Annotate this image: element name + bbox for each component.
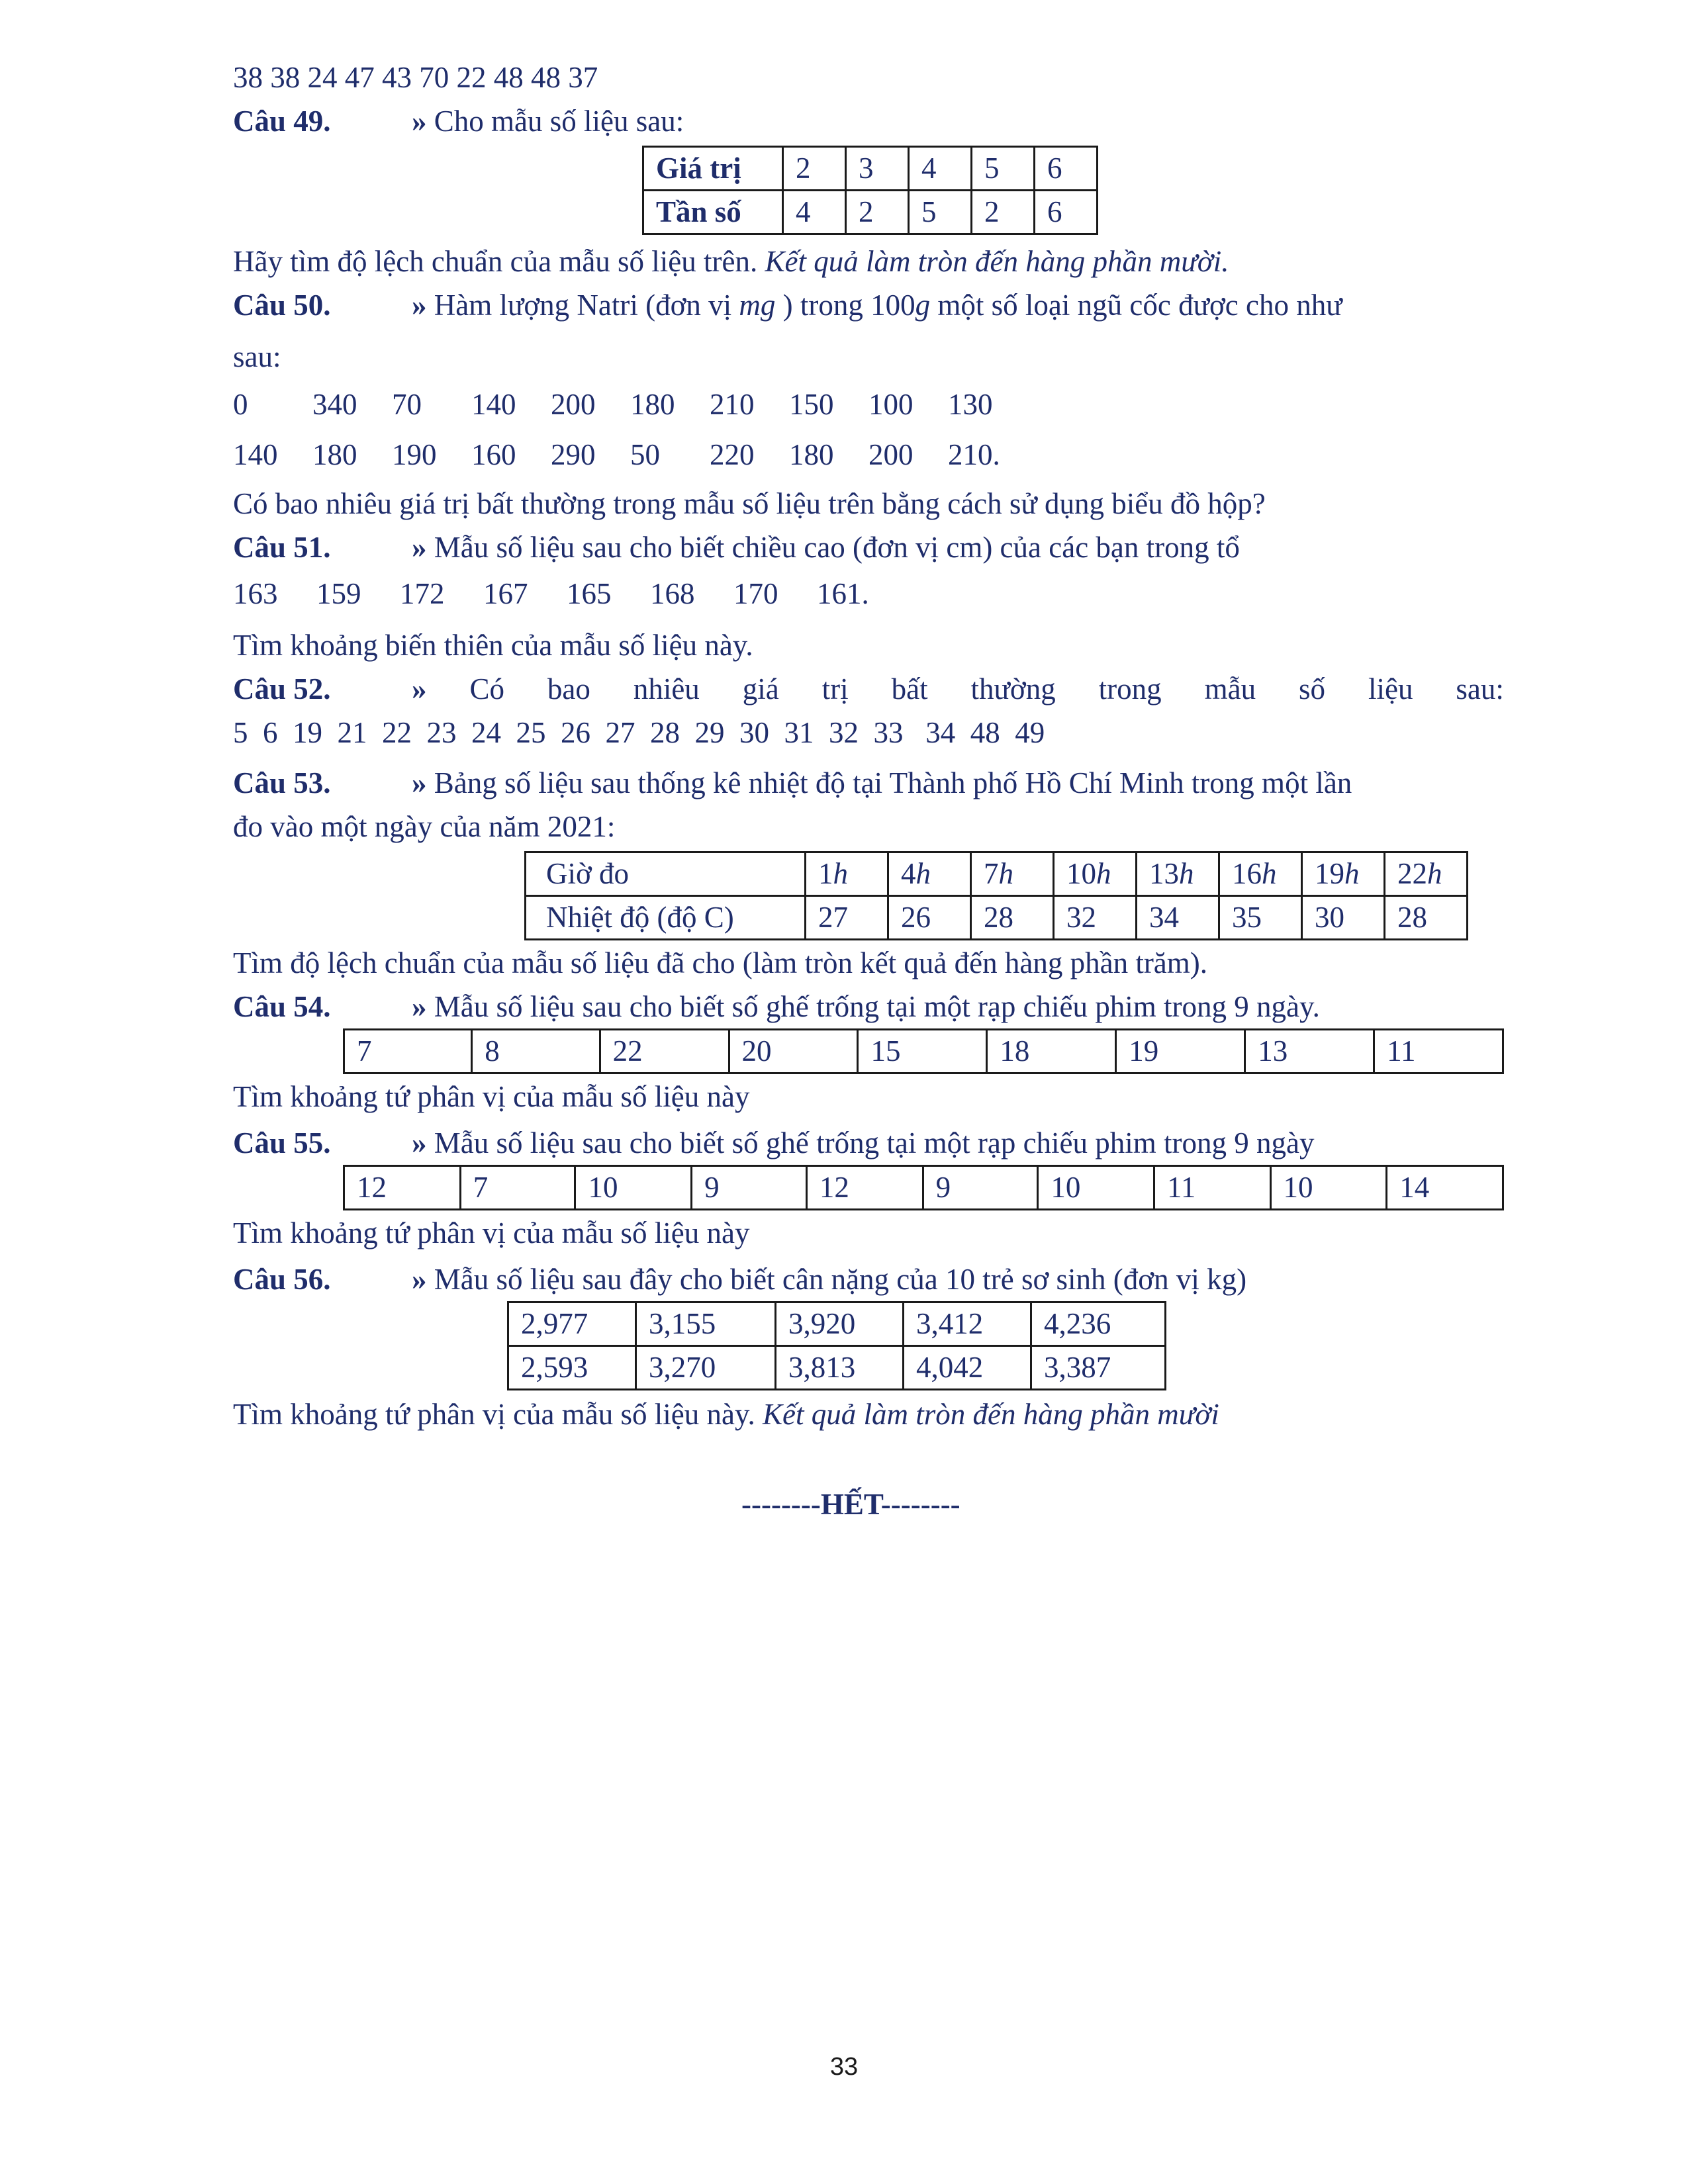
q49-table: Giá trị 2 3 4 5 6 Tần số 4 2 5 2 6 [642,146,1098,235]
question-53: Câu 53. » Bảng số liệu sau thống kê nhiệt độ tại Thành phố Hồ Chí Minh trong một lần [233,766,1352,799]
q50-row1: 0 340 70 140 200 180 210 150 100 130 [233,388,993,421]
q53-table: Giờ đo 1h 4h 7h 10h 13h 16h 19h 22h Nhiệt độ (độ C) 27 26 28 32 34 35 30 28 [524,851,1468,940]
q55-table: 12 7 10 9 12 9 10 11 10 14 [343,1165,1504,1210]
question-49: Câu 49. » Cho mẫu số liệu sau: [233,99,684,143]
question-54: Câu 54. » Mẫu số liệu sau cho biết số ghế trống tại một rạp chiếu phim trong 9 ngày. [233,990,1320,1023]
q54-table: 7 8 22 20 15 18 19 13 11 [343,1028,1504,1074]
q56-question: Tìm khoảng tứ phân vị của mẫu số liệu này. Kết quả làm tròn đến hàng phần mười [233,1398,1219,1431]
question-label: Câu 49. [233,105,331,138]
q52-nums: 5 6 19 21 22 23 24 25 26 27 28 29 30 31 32 33 34 48 49 [233,716,1045,749]
q56-table: 2,977 3,155 3,920 3,412 4,236 2,593 3,270 3,813 4,042 3,387 [507,1301,1166,1390]
question-51: Câu 51. » Mẫu số liệu sau cho biết chiều cao (đơn vị cm) của các bạn trong tổ [233,531,1240,564]
q51-nums: 163 159 172 167 165 168 170 161. [233,577,869,610]
data-line: 38 38 24 47 43 70 22 48 48 37 [233,61,598,94]
question-52: Câu 52. » Có bao nhiêu giá trị bất thường trong mẫu số liệu sau: [233,672,1504,705]
question-55: Câu 55. » Mẫu số liệu sau cho biết số ghế trống tại một rạp chiếu phim trong 9 ngày [233,1126,1315,1160]
page-number: 33 [829,2053,859,2081]
q50-row2: 140 180 190 160 290 50 220 180 200 210. [233,438,1000,471]
question-50: Câu 50. » Hàm lượng Natri (đơn vị mg ) trong 100g một số loại ngũ cốc được cho như [233,289,1342,322]
end-marker: --------HẾT-------- [741,1488,961,1521]
question-56: Câu 56. » Mẫu số liệu sau đây cho biết cân nặng của 10 trẻ sơ sinh (đơn vị kg) [233,1263,1247,1296]
q49-question: Hãy tìm độ lệch chuẩn của mẫu số liệu trên. Kết quả làm tròn đến hàng phần mười. [233,245,1229,278]
